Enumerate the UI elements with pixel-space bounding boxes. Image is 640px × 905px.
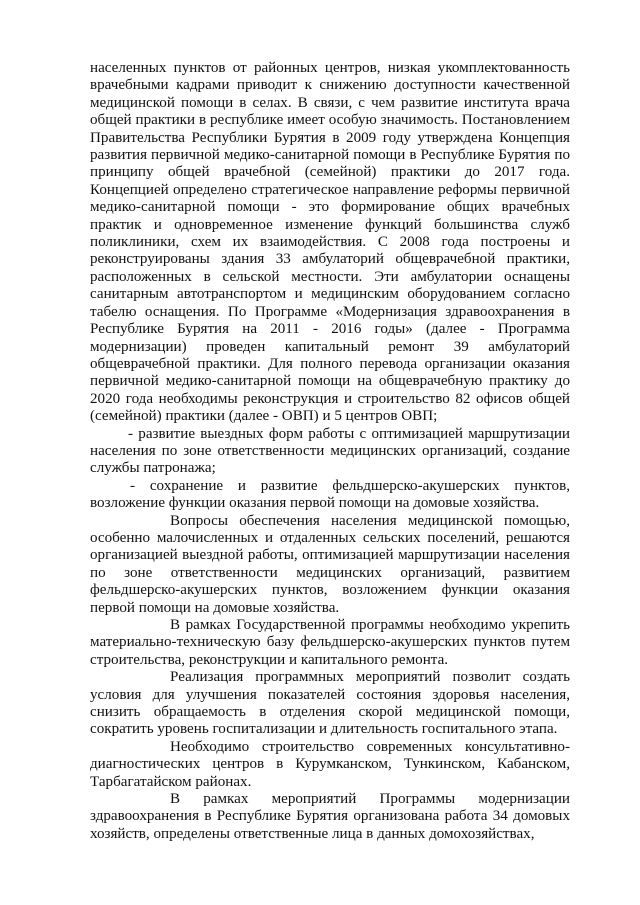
paragraph-state-program: В рамках Государственной программы необходимо укрепить материально-техническую базу фельдшерско-акушерских пунктов путем строительства, реконструкции и капитального ремонта. [90,617,570,668]
list-item-feldsher-posts: - сохранение и развитие фельдшерско-акушерских пунктов, возложение функции оказания первой помощи на домовые хозяйства. [90,477,570,512]
document-page [90,60,570,843]
paragraph-household-modernization: В рамках мероприятий Программы модернизации здравоохранения в Республике Бурятия организована работа 34 домовых хозяйств, определены ответственные лица в данных домохозяйствах, [90,791,570,842]
paragraph-diagnostic-centers: Необходимо строительство современных консультативно-диагностических центров в Курумканском, Тункинском, Кабанском, Тарбагатайском районах. [90,738,570,790]
paragraph-primary-care-concept: населенных пунктов от районных центров, низкая укомплектованность врачебными кадрами приводит к снижению доступности качественной медицинской помощи в селах. В связи, с чем развитие института врача общей практики в республике имеет особую значимость. Постановлением Правительства Республики Бурятия в 2009 году утверждена Концепция развития первичной медико-санитарной помощи в Республике Бурятия по принципу общей врачебной (семейной) практики до 2017 года. Концепцией определено стратегическое направление реформы первичной медико-санитарной помощи - это формирование общих врачебных практик и одновременное изменение функций большинства служб поликлиники, схем их взаимодействия. С 2008 года построены и реконструированы здания 33 амбулаторий общеврачебной практики, расположенных в сельской местности. Эти амбулатории оснащены санитарным автотранспортом и медицинским оборудованием согласно табелю оснащения. По Программе «Модернизация здравоохранения в Республике Бурятия на 2011 - 2016 годы» (далее - Программа модернизации) проведен капитальный ремонт 39 амбулаторий общеврачебной практики. Для полного перевода организации оказания первичной медико-санитарной помощи на общеврачебную практику до 2020 года необходимы реконструкция и строительство 82 офисов общей (семейной) практики (далее - ОВП) и 5 центров ОВП; [90,60,570,425]
list-item-outreach-work: - развитие выездных форм работы с оптимизацией маршрутизации населения по зоне ответственности медицинских организаций, создание службы патронажа; [90,425,570,477]
paragraph-medical-access-issues: Вопросы обеспечения населения медицинской помощью, особенно малочисленных и отдаленных сельских поселений, решаются организацией выездной работы, оптимизацией маршрутизации населения по зоне ответственности медицинских организаций, развитием фельдшерско-акушерских пунктов, возложением функции оказания первой помощи на домовые хозяйства. [90,512,570,616]
paragraph-program-implementation: Реализация программных мероприятий позволит создать условия для улучшения показателей состояния здоровья населения, снизить обращаемость в отделения скорой медицинской помощи, сократить уровень госпитализации и длительность госпитального этапа. [90,669,570,738]
